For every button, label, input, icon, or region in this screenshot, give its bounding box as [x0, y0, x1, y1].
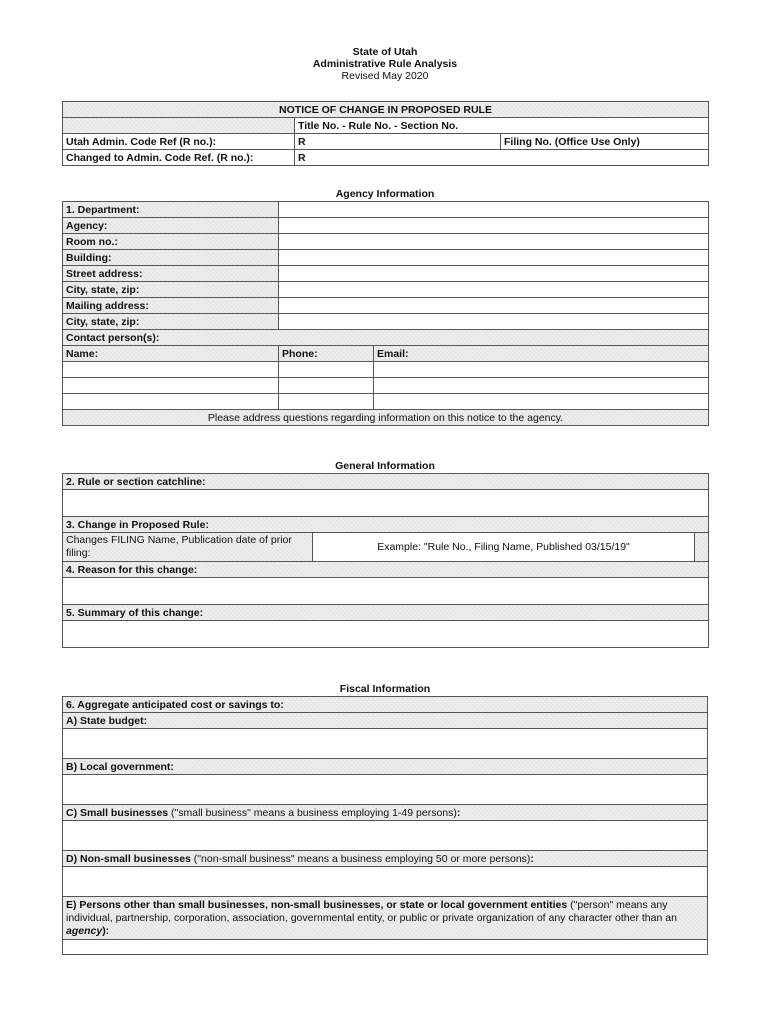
local-gov-label: B) Local government: — [63, 759, 708, 775]
code-ref-field[interactable]: R — [295, 134, 501, 150]
changed-ref-field[interactable]: R — [295, 150, 709, 166]
change-desc: Changes FILING Name, Publication date of prior filing: — [63, 533, 313, 562]
local-gov-field[interactable] — [63, 775, 708, 805]
contact-email-field[interactable] — [374, 362, 709, 378]
room-label: Room no.: — [63, 234, 279, 250]
room-field[interactable] — [279, 234, 709, 250]
agency-field[interactable] — [279, 218, 709, 234]
filing-no-label: Filing No. (Office Use Only) — [501, 134, 709, 150]
mailing-label: Mailing address: — [63, 298, 279, 314]
col-email: Email: — [374, 346, 709, 362]
notice-table — [62, 101, 709, 166]
header-line2: Administrative Rule Analysis — [312, 58, 458, 70]
small-business-bold: C) Small businesses — [66, 806, 169, 819]
nonsmall-business-field[interactable] — [63, 867, 708, 897]
department-field[interactable] — [279, 202, 709, 218]
change-extra — [695, 533, 709, 562]
reason-field[interactable] — [63, 578, 709, 605]
agency-label: Agency: — [63, 218, 279, 234]
state-budget-label: A) State budget: — [63, 713, 708, 729]
contact-phone-field[interactable] — [279, 362, 374, 378]
persons-label — [63, 897, 708, 940]
mailing-field[interactable] — [279, 298, 709, 314]
notice-title-row: Title No. - Rule No. - Section No. — [295, 118, 709, 134]
notice-blank — [63, 118, 295, 134]
contact-label: Contact person(s): — [63, 330, 709, 346]
contact-email-field[interactable] — [374, 378, 709, 394]
general-section-title: General Information — [335, 460, 435, 472]
change-label: 3. Change in Proposed Rule: — [63, 517, 709, 533]
city-label: City, state, zip: — [63, 282, 279, 298]
persons-text2: ): — [102, 924, 110, 937]
contact-phone-field[interactable] — [279, 394, 374, 410]
nonsmall-business-bold: D) Non-small businesses — [66, 852, 191, 865]
contact-phone-field[interactable] — [279, 378, 374, 394]
small-business-field[interactable] — [63, 821, 708, 851]
small-business-text: ("small business" means a business employing 1-49 persons) — [168, 806, 457, 819]
contact-name-field[interactable] — [63, 378, 279, 394]
aggregate-label: 6. Aggregate anticipated cost or savings to: — [63, 697, 708, 713]
city-field[interactable] — [279, 282, 709, 298]
persons-bold: E) Persons other than small businesses, non-small businesses, or state or local government entities — [66, 898, 568, 911]
mailing-city-label: City, state, zip: — [63, 314, 279, 330]
contact-name-field[interactable] — [63, 362, 279, 378]
street-field[interactable] — [279, 266, 709, 282]
code-ref-label: Utah Admin. Code Ref (R no.): — [63, 134, 295, 150]
col-phone: Phone: — [279, 346, 374, 362]
reason-label: 4. Reason for this change: — [63, 562, 709, 578]
street-label: Street address: — [63, 266, 279, 282]
col-name: Name: — [63, 346, 279, 362]
small-business-label: C) Small businesses ("small business" means a business employing 1-49 persons): — [63, 805, 708, 821]
building-label: Building: — [63, 250, 279, 266]
contact-email-field[interactable] — [374, 394, 709, 410]
mailing-city-field[interactable] — [279, 314, 709, 330]
header-line1: State of Utah — [352, 46, 418, 58]
doc-header — [0, 46, 770, 82]
department-label: 1. Department: — [63, 202, 279, 218]
summary-label: 5. Summary of this change: — [63, 605, 709, 621]
notice-title: NOTICE OF CHANGE IN PROPOSED RULE — [63, 102, 709, 118]
changed-ref-label: Changed to Admin. Code Ref. (R no.): — [63, 150, 295, 166]
agency-footer-note: Please address questions regarding information on this notice to the agency. — [63, 410, 709, 426]
summary-field[interactable] — [63, 621, 709, 648]
agency-section-title: Agency Information — [335, 188, 435, 200]
building-field[interactable] — [279, 250, 709, 266]
persons-text1: ("person" means any individual, partnership, corporation, association, governmental entity, or public or private organization of any character other than an — [66, 898, 677, 924]
state-budget-field[interactable] — [63, 729, 708, 759]
persons-agency: agency — [66, 924, 103, 937]
fiscal-table — [62, 696, 708, 955]
fiscal-section-title: Fiscal Information — [339, 683, 431, 695]
header-line3: Revised May 2020 — [341, 70, 429, 82]
change-example-field[interactable]: Example: "Rule No., Filing Name, Published 03/15/19" — [313, 533, 695, 562]
catchline-field[interactable] — [63, 490, 709, 517]
nonsmall-business-text: ("non-small business" means a business employing 50 or more persons) — [190, 852, 531, 865]
persons-field[interactable] — [63, 940, 708, 955]
nonsmall-business-label: D) Non-small businesses ("non-small business" means a business employing 50 or more persons): — [63, 851, 708, 867]
contact-name-field[interactable] — [63, 394, 279, 410]
general-table — [62, 473, 709, 648]
catchline-label: 2. Rule or section catchline: — [63, 474, 709, 490]
agency-table — [62, 201, 709, 426]
